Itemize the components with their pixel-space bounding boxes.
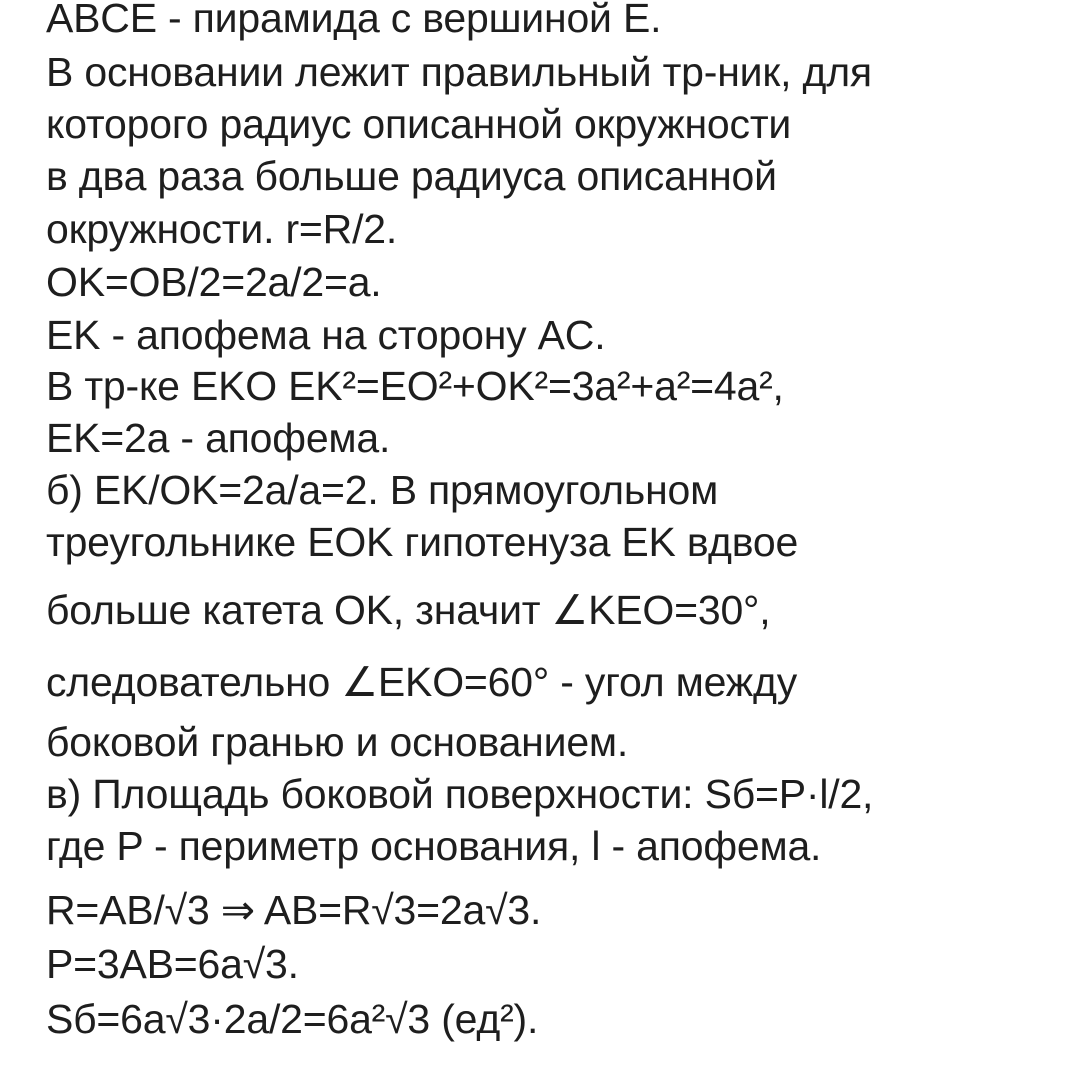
text-line-10: б) EK/OK=2a/a=2. В прямоугольном [46, 467, 719, 513]
text-line-14: боковой гранью и основанием. [46, 719, 629, 765]
text-line-2: В основании лежит правильный тр-ник, для [46, 49, 872, 95]
text-line-6: OK=OB/2=2a/2=a. [46, 259, 382, 305]
text-line-1: ABCE - пирамида с вершиной E. [46, 0, 662, 41]
text-line-3: которого радиус описанной окружности [46, 101, 792, 147]
text-line-19: Sб=6a√3·2a/2=6a²√3 (ед²). [46, 996, 539, 1042]
text-line-11: треугольнике EOK гипотенуза EK вдвое [46, 519, 799, 565]
text-line-15: в) Площадь боковой поверхности: Sб=P·l/2, [46, 771, 874, 817]
text-line-16: где P - периметр основания, l - апофема. [46, 823, 822, 869]
text-line-18: P=3AB=6a√3. [46, 941, 299, 987]
text-line-7: EK - апофема на сторону AC. [46, 312, 606, 358]
text-line-13: следовательно ∠EKO=60° - угол между [46, 659, 798, 705]
text-line-17: R=AB/√3 ⇒ AB=R√3=2a√3. [46, 887, 542, 933]
text-line-8: В тр-ке EKO EK²=EO²+OK²=3a²+a²=4a², [46, 363, 784, 409]
text-line-12: больше катета OK, значит ∠KEO=30°, [46, 587, 771, 633]
text-line-4: в два раза больше радиуса описанной [46, 153, 777, 199]
text-line-9: EK=2a - апофема. [46, 415, 391, 461]
text-line-5: окружности. r=R/2. [46, 206, 398, 252]
